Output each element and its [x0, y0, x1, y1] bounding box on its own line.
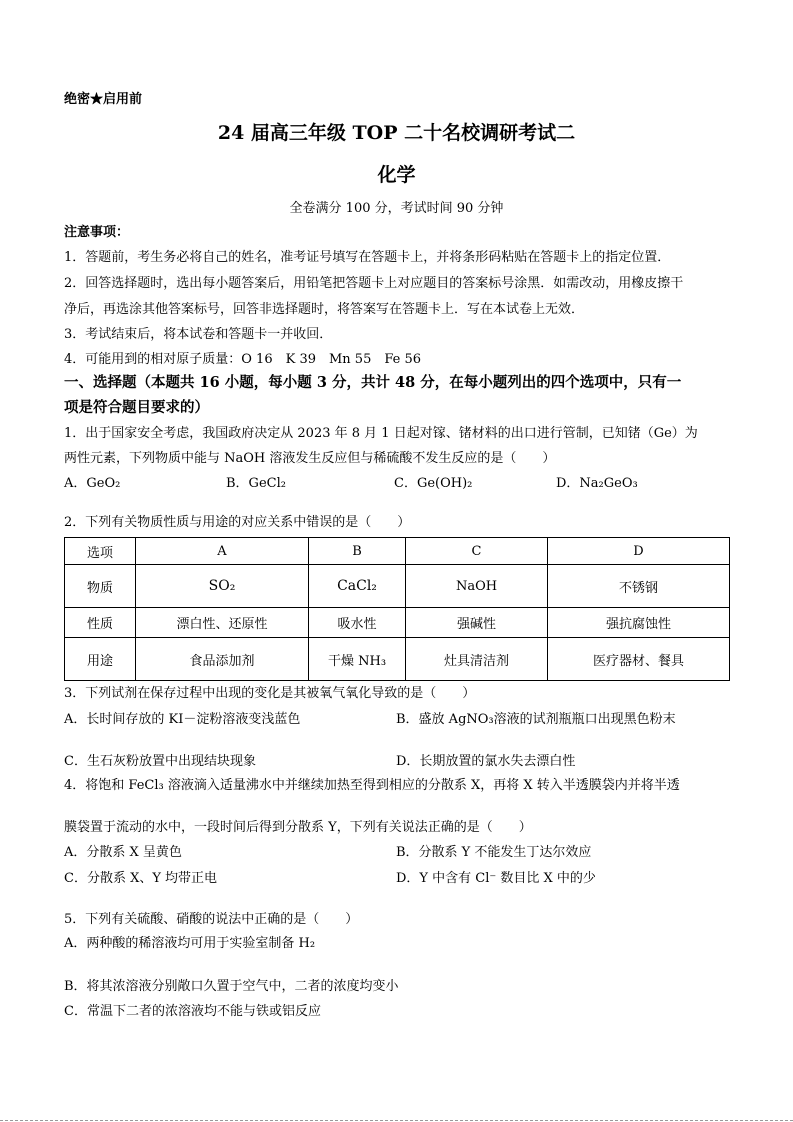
q1-stem-cont: 两性元素，下列物质中能与 NaOH 溶液发生反应但与稀硫酸不发生反应的是（ ）	[64, 451, 556, 466]
q2-table	[64, 537, 730, 681]
q4-option-a: A．分散系 X 呈黄色	[64, 845, 182, 860]
q3-option-c: C．生石灰粉放置中出现结块现象	[64, 754, 256, 769]
subject-title: 化学	[377, 164, 416, 186]
q4-stem: 4．将饱和 FeCl₃ 溶液滴入适量沸水中并继续加热至得到相应的分散系 X，再将 X 转入半透膜袋内并将半透	[64, 778, 680, 793]
table-cell: 吸水性	[309, 608, 406, 638]
table-row	[65, 608, 730, 638]
table-row	[65, 565, 730, 608]
q3-option-a: A．长时间存放的 KI－淀粉溶液变浅蓝色	[64, 712, 301, 727]
q2-stem: 2．下列有关物质性质与用途的对应关系中错误的是（ ）	[64, 515, 411, 530]
q1-option-b: B．GeCl₂	[226, 476, 286, 491]
notes-heading: 注意事项：	[64, 225, 130, 240]
table-cell: A	[136, 538, 309, 565]
table-cell: C	[406, 538, 548, 565]
table-cell: 食品添加剂	[136, 638, 309, 681]
q5-stem: 5．下列有关硫酸、硝酸的说法中正确的是（ ）	[64, 912, 359, 927]
q1-option-d: D．Na₂GeO₃	[556, 476, 638, 491]
q5-option-c: C．常温下二者的浓溶液均不能与铁或铝反应	[64, 1004, 321, 1019]
table-cell: 强抗腐蚀性	[548, 608, 730, 638]
table-cell: 物质	[65, 565, 136, 608]
q4-option-b: B．分散系 Y 不能发生丁达尔效应	[396, 845, 592, 860]
q1-option-a: A．GeO₂	[64, 476, 121, 491]
section-heading: 一、选择题（本题共 16 小题，每小题 3 分，共计 48 分，在每小题列出的四个选项中，只有一	[64, 374, 682, 391]
table-cell: 选项	[65, 538, 136, 565]
table-cell: SO₂	[136, 565, 309, 608]
q3-option-d: D．长期放置的氯水失去漂白性	[396, 754, 576, 769]
table-cell: 性质	[65, 608, 136, 638]
table-cell: 灶具清洁剂	[406, 638, 548, 681]
q4-stem-cont: 膜袋置于流动的水中，一段时间后得到分散系 Y，下列有关说法正确的是（ ）	[64, 820, 532, 835]
table-cell: 强碱性	[406, 608, 548, 638]
q1-option-c: C．Ge(OH)₂	[394, 476, 473, 491]
exam-meta: 全卷满分 100 分，考试时间 90 分钟	[289, 201, 504, 216]
q3-option-b: B．盛放 AgNO₃溶液的试剂瓶瓶口出现黑色粉末	[396, 712, 676, 727]
table-cell: D	[548, 538, 730, 565]
table-cell: NaOH	[406, 565, 548, 608]
section-heading-cont: 项是符合题目要求的）	[64, 399, 209, 416]
table-cell: B	[309, 538, 406, 565]
q4-option-d: D．Y 中含有 Cl⁻ 数目比 X 中的少	[396, 871, 596, 886]
table-cell: 医疗器材、餐具	[548, 638, 730, 681]
secret-label: 绝密★启用前	[64, 92, 143, 107]
table-row	[65, 638, 730, 681]
q4-option-c: C．分散系 X、Y 均带正电	[64, 871, 218, 886]
page-bottom-divider	[0, 1120, 793, 1121]
note-1: 1．答题前，考生务必将自己的姓名，准考证号填写在答题卡上，并将条形码粘贴在答题卡上的指定位置．	[64, 250, 671, 265]
table-header-row	[65, 538, 730, 565]
note-2-cont: 净后，再选涂其他答案标号，回答非选择题时，将答案写在答题卡上．写在本试卷上无效．	[64, 302, 585, 317]
q5-option-a: A．两种酸的稀溶液均可用于实验室制备 H₂	[64, 936, 316, 951]
table-cell: 漂白性、还原性	[136, 608, 309, 638]
q3-stem: 3．下列试剂在保存过程中出现的变化是其被氧气氧化导致的是（ ）	[64, 686, 476, 701]
q5-option-b: B．将其浓溶液分别敞口久置于空气中，二者的浓度均变小	[64, 979, 399, 994]
table-cell: 用途	[65, 638, 136, 681]
note-2: 2．回答选择题时，选出每小题答案后，用铅笔把答题卡上对应题目的答案标号涂黑．如需改动，用橡皮擦干	[64, 276, 684, 291]
note-4: 4．可能用到的相对原子质量：O 16 K 39 Mn 55 Fe 56	[64, 352, 422, 367]
exam-title: 24 届高三年级 TOP 二十名校调研考试二	[217, 122, 576, 144]
note-3: 3．考试结束后，将本试卷和答题卡一并收回．	[64, 327, 333, 342]
q1-stem: 1．出于国家安全考虑，我国政府决定从 2023 年 8 月 1 日起对镓、锗材料的出口进行管制，已知锗（Ge）为	[64, 426, 698, 441]
table-cell: 干燥 NH₃	[309, 638, 406, 681]
table-cell: CaCl₂	[309, 565, 406, 608]
table-cell: 不锈钢	[548, 565, 730, 608]
